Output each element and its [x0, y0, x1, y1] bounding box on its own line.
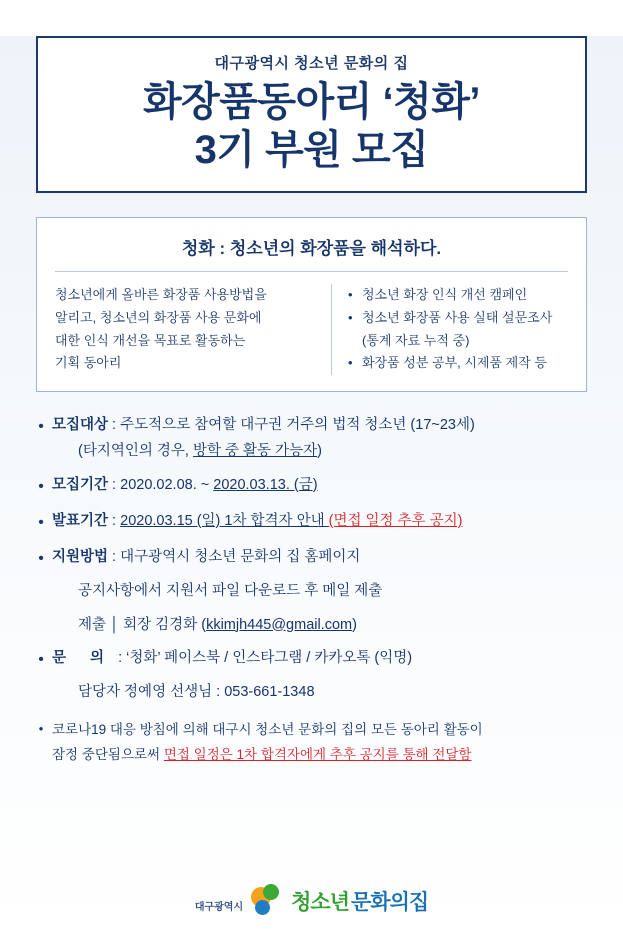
intro-line-2: 알리고, 청소년의 화장품 사용 문화에 — [55, 309, 262, 325]
detail-period-label: 모집기간 — [52, 476, 109, 493]
detail-target-note-suffix: ) — [317, 442, 322, 459]
detail-contact-label: 문 의 — [52, 650, 115, 667]
bullet-icon: • — [38, 477, 44, 495]
activity-text-3: 화장품 성분 공부, 시제품 제작 등 — [362, 355, 547, 371]
intro-heading: 청화 : 청소년의 화장품을 해석하다. — [55, 234, 568, 272]
detail-target-note — [52, 440, 593, 464]
detail-target-sep: : — [108, 417, 121, 433]
intro-line-1: 청소년에게 올바른 화장품 사용방법을 — [55, 287, 267, 302]
bullet-icon: • — [38, 549, 44, 567]
detail-target-line — [52, 414, 593, 438]
logo-text-green: 청소년 — [291, 891, 349, 914]
detail-contact-value: ‘청화’ 페이스북 / 인스타그램 / 카카오톡 (익명) — [126, 650, 413, 667]
detail-announce-value: 2020.03.15 (일) 1차 합격자 안내 — [120, 512, 329, 529]
detail-apply-line2: 공지사항에서 지원서 파일 다운로드 후 메일 제출 — [78, 582, 383, 599]
detail-apply-submit-suffix: ) — [352, 616, 357, 633]
list-item — [348, 284, 568, 307]
header-box — [36, 36, 587, 193]
detail-target-note-underline: 방학 중 활동 가능자 — [192, 442, 318, 459]
list-item — [348, 352, 568, 375]
header-title-line2: 3기 부원 모집 — [194, 128, 429, 172]
detail-apply-sep: : — [108, 548, 121, 565]
bullet-icon: • — [38, 651, 44, 669]
intro-activity-list — [332, 284, 568, 375]
detail-announce — [30, 510, 593, 536]
intro-description — [55, 284, 332, 375]
detail-announce-sep: : — [108, 512, 121, 529]
intro-line-4: 기획 동아리 — [55, 355, 122, 371]
detail-apply-line3 — [52, 614, 593, 638]
detail-target — [30, 414, 593, 464]
detail-contact-sep: : — [114, 650, 127, 667]
activity-subtext-2: (통계 자료 누적 중) — [362, 332, 470, 348]
detail-contact-line — [52, 647, 593, 671]
detail-notice-line2-prefix: 잠정 중단됨으로써 — [52, 747, 164, 763]
detail-contact — [30, 647, 593, 705]
poster — [0, 36, 623, 936]
bullet-icon: • — [38, 513, 44, 531]
detail-notice-line2 — [52, 744, 593, 767]
footer-logo-area — [0, 884, 623, 918]
detail-apply — [30, 546, 593, 638]
detail-apply-value: 대구광역시 청소년 문화의 집 홈페이지 — [120, 548, 361, 565]
detail-contact-line2: 담당자 정예영 선생님 : 053-661-1348 — [78, 684, 315, 701]
bullet-icon: • — [38, 418, 44, 435]
detail-notice — [30, 719, 593, 767]
detail-target-value: 주도적으로 참여할 대구권 거주의 법적 청소년 (17~23세) — [120, 417, 475, 433]
list-item — [348, 307, 568, 330]
detail-announce-label: 발표기간 — [52, 512, 109, 529]
youth-center-logo — [249, 884, 428, 918]
footer-city-label: 대구광역시 — [194, 902, 244, 913]
detail-announce-line — [52, 510, 593, 534]
detail-notice-line1: 코로나19 대응 방침에 의해 대구시 청소년 문화의 집의 모든 동아리 활동이 — [52, 722, 483, 738]
bullet-icon: • — [348, 309, 353, 325]
detail-period-value: 2020.02.08. ~ — [120, 476, 214, 493]
detail-announce-highlight: (면접 일정 추후 공지) — [328, 512, 463, 529]
detail-period-deadline: 2020.03.13. (금) — [213, 476, 318, 493]
logo-text-blue: 문화의집 — [351, 891, 429, 914]
detail-period-sep: : — [108, 476, 121, 493]
detail-target-note-prefix: (타지역인의 경우, — [78, 442, 193, 459]
details-list — [30, 414, 593, 767]
bullet-icon: • — [348, 287, 353, 302]
detail-period — [30, 474, 593, 500]
header-subtitle: 대구광역시 청소년 문화의 집 — [214, 55, 409, 72]
logo-swirl-icon — [249, 884, 289, 918]
detail-apply-submit-prefix: 제출 │ 회장 김경화 ( — [78, 616, 207, 633]
intro-line-3: 대한 인식 개선을 목표로 활동하는 — [55, 332, 246, 348]
header-title-line1: 화장품동아리 ‘청화’ — [143, 80, 480, 124]
intro-box — [36, 217, 587, 392]
detail-apply-email[interactable]: kkimjh445@gmail.com — [206, 616, 353, 633]
detail-target-label: 모집대상 — [52, 417, 109, 433]
detail-apply-label: 지원방법 — [52, 548, 109, 565]
detail-notice-highlight: 면접 일정은 1차 합격자에게 추후 공지를 통해 전달함 — [163, 747, 472, 763]
detail-period-line — [52, 474, 593, 498]
activity-text-1: 청소년 화장 인식 개선 캠페인 — [362, 287, 528, 302]
activity-text-2: 청소년 화장품 사용 실태 설문조사 — [362, 309, 553, 325]
bullet-icon: • — [348, 355, 353, 371]
detail-apply-line — [52, 546, 593, 570]
intro-columns — [55, 284, 568, 375]
bullet-icon: • — [38, 721, 44, 737]
